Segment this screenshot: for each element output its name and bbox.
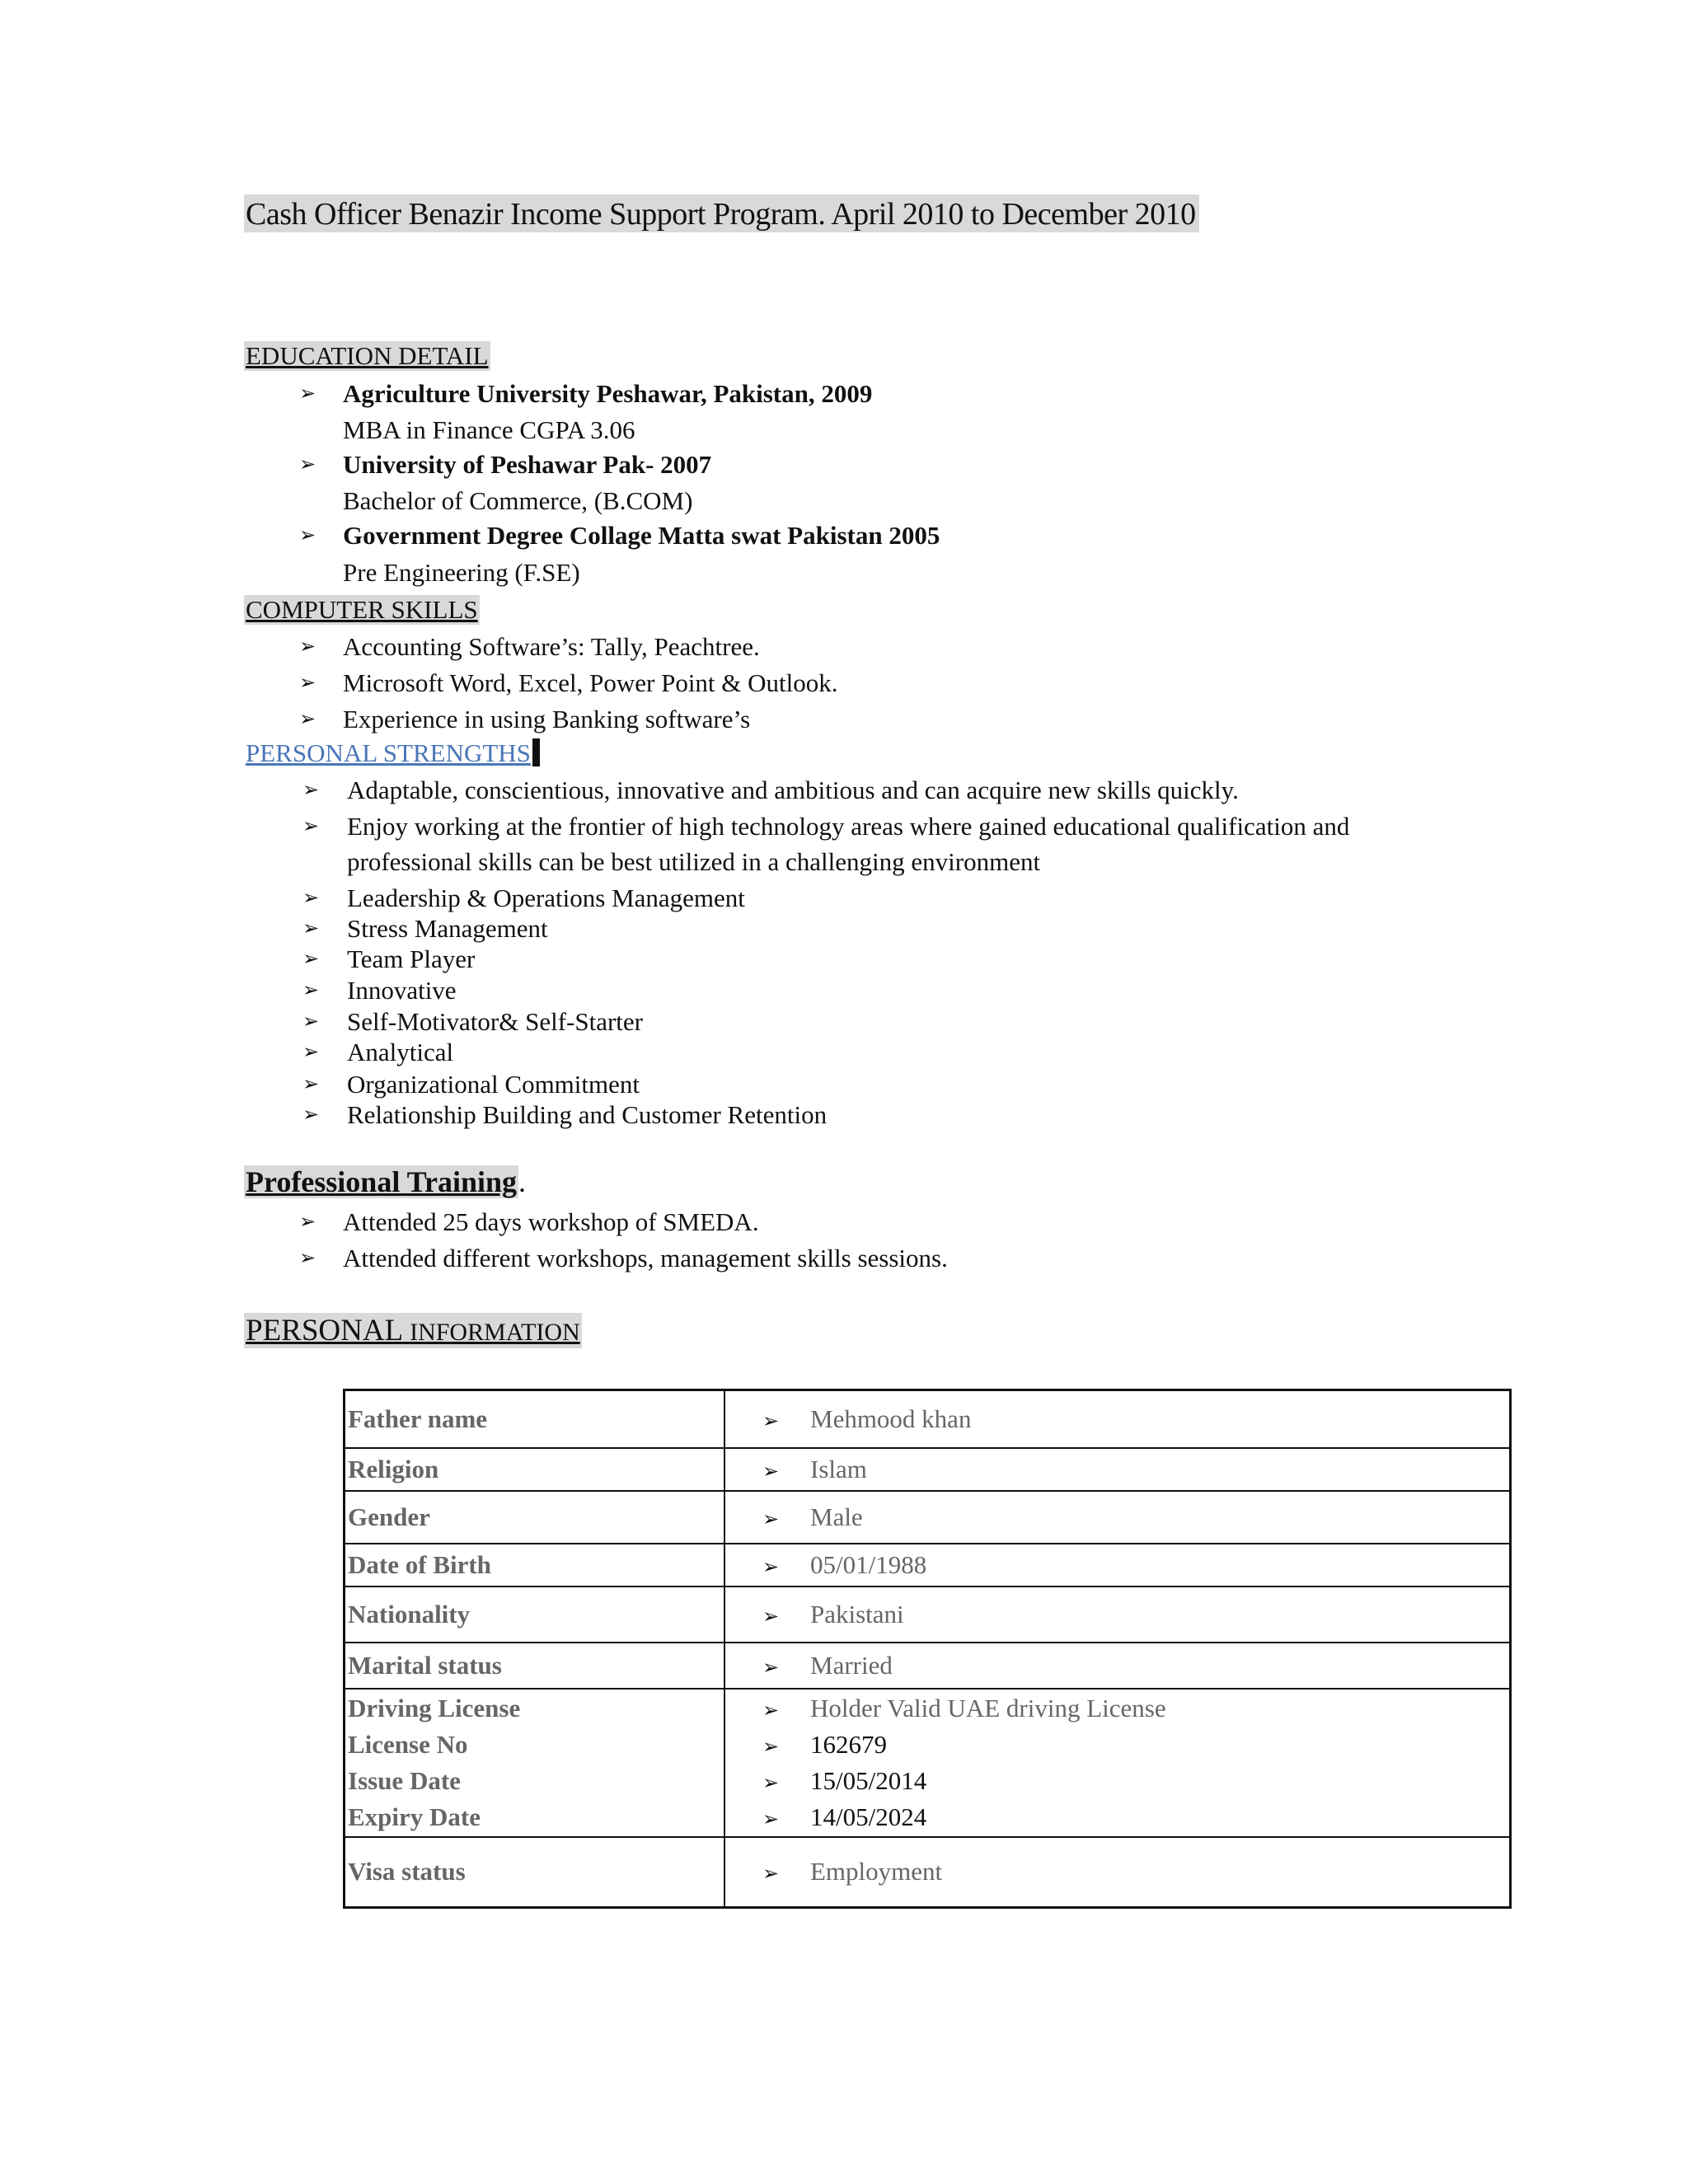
bullet-icon: ➢ [302,1040,320,1063]
info-value [724,1491,1511,1544]
info-value-text: Employment [810,1857,943,1886]
education-degree-1: MBA in Finance CGPA 3.06 [343,415,635,444]
bullet-icon: ➢ [299,1246,316,1269]
table-row [345,1837,1511,1908]
bullet-icon: ➢ [299,707,316,730]
bullet-icon: ➢ [762,1807,780,1830]
computer-skill-item: Microsoft Word, Excel, Power Point & Outlook. [343,668,838,697]
job-title: Cash Officer Benazir Income Support Program. April 2010 to December 2010 [244,194,1199,232]
info-value-text: Mehmood khan [810,1404,972,1433]
info-value-text: Pakistani [810,1599,904,1629]
bullet-icon: ➢ [302,1103,320,1126]
info-value-text: 162679 [810,1729,887,1759]
license-value-line [762,1763,1506,1799]
strength-item: Innovative [347,976,457,1005]
bullet-icon: ➢ [302,778,320,801]
strength-item: Organizational Commitment [347,1070,640,1099]
text-cursor-mark [532,738,540,766]
info-value [724,1837,1511,1908]
info-value-text: Islam [810,1454,867,1483]
professional-training-heading [244,1165,526,1199]
bullet-icon: ➢ [302,814,320,837]
bullet-icon: ➢ [299,452,316,476]
table-row [345,1390,1511,1448]
license-value-line [762,1690,1506,1727]
info-label: Expiry Date [348,1802,481,1831]
bullet-icon: ➢ [302,1010,320,1033]
education-degree-2: Bachelor of Commerce, (B.COM) [343,486,693,515]
personal-information-heading-small: INFORMATION [410,1319,580,1346]
bullet-icon: ➢ [762,1604,780,1628]
info-value-text: 15/05/2014 [810,1765,927,1795]
strength-item: Enjoy working at the frontier of high technology areas where gained educational qualification and [347,812,1350,841]
info-label: License No [348,1729,468,1759]
education-institution-3: Government Degree Collage Matta swat Pakistan 2005 [343,521,940,550]
bullet-icon: ➢ [762,1655,780,1679]
license-value-line [762,1799,1506,1835]
info-value-text: Holder Valid UAE driving License [810,1693,1166,1722]
training-item: Attended 25 days workshop of SMEDA. [343,1207,759,1236]
info-label: Father name [345,1390,725,1448]
bullet-icon: ➢ [762,1554,780,1578]
table-row [345,1586,1511,1643]
info-value-text: Married [810,1650,893,1680]
bullet-icon: ➢ [299,523,316,546]
license-values [724,1689,1511,1837]
table-row-license [345,1689,1511,1837]
bullet-icon: ➢ [762,1770,780,1794]
bullet-icon: ➢ [762,1459,780,1483]
strength-item: Self-Motivator& Self-Starter [347,1007,643,1036]
bullet-icon: ➢ [302,916,320,940]
personal-information-heading [244,1313,582,1348]
personal-strengths-heading-text: PERSONAL STRENGTHS [246,738,531,767]
bullet-icon: ➢ [299,635,316,658]
strength-item: Stress Management [347,914,548,943]
strength-item: Team Player [347,944,476,973]
bullet-icon: ➢ [762,1507,780,1530]
computer-skills-heading: COMPUTER SKILLS [246,595,478,624]
education-institution-2: University of Peshawar Pak- 2007 [343,450,712,479]
strength-item: Leadership & Operations Management [347,883,745,912]
table-row [345,1491,1511,1544]
license-labels [345,1689,725,1837]
info-label: Issue Date [348,1765,461,1795]
strength-item: Analytical [347,1038,454,1066]
info-label: Marital status [345,1643,725,1689]
education-institution-1: Agriculture University Peshawar, Pakistan, 2009 [343,379,873,408]
info-value [724,1586,1511,1643]
info-value [724,1643,1511,1689]
info-label: Gender [345,1491,725,1544]
info-label: Nationality [345,1586,725,1643]
info-label: Religion [345,1448,725,1491]
bullet-icon: ➢ [302,886,320,909]
info-value [724,1544,1511,1586]
info-value-text: 05/01/1988 [810,1549,927,1579]
info-value [724,1390,1511,1448]
personal-strengths-heading [244,738,542,768]
info-value-text: Male [810,1502,863,1531]
strength-item: Relationship Building and Customer Retention [347,1100,828,1129]
table-row [345,1643,1511,1689]
strength-item-continued: professional skills can be best utilized in a challenging environment [347,847,1041,876]
computer-skill-item: Experience in using Banking software’s [343,705,751,733]
computer-skill-item: Accounting Software’s: Tally, Peachtree. [343,632,760,661]
bullet-icon: ➢ [762,1862,780,1886]
personal-information-heading-large: PERSONAL [246,1314,402,1347]
table-row [345,1544,1511,1586]
professional-training-heading-text: Professional Training [246,1165,518,1198]
bullet-icon: ➢ [302,1072,320,1095]
training-item: Attended different workshops, management skills sessions. [343,1244,948,1272]
strength-item: Adaptable, conscientious, innovative and ambitious and can acquire new skills quickly. [347,776,1239,804]
info-value-text: 14/05/2024 [810,1802,927,1831]
license-value-line [762,1727,1506,1763]
bullet-icon: ➢ [299,1210,316,1233]
education-heading: EDUCATION DETAIL [246,341,489,370]
bullet-icon: ➢ [762,1698,780,1722]
bullet-icon: ➢ [302,947,320,970]
info-label: Driving License [348,1693,521,1722]
info-value [724,1448,1511,1491]
bullet-icon: ➢ [302,978,320,1001]
bullet-icon: ➢ [762,1408,780,1432]
info-label: Date of Birth [345,1544,725,1586]
professional-training-heading-trailing: . [518,1165,527,1198]
info-label: Visa status [345,1837,725,1908]
personal-information-table [343,1389,1512,1909]
table-row [345,1448,1511,1491]
bullet-icon: ➢ [762,1734,780,1758]
bullet-icon: ➢ [299,382,316,405]
education-degree-3: Pre Engineering (F.SE) [343,558,580,587]
bullet-icon: ➢ [299,671,316,694]
